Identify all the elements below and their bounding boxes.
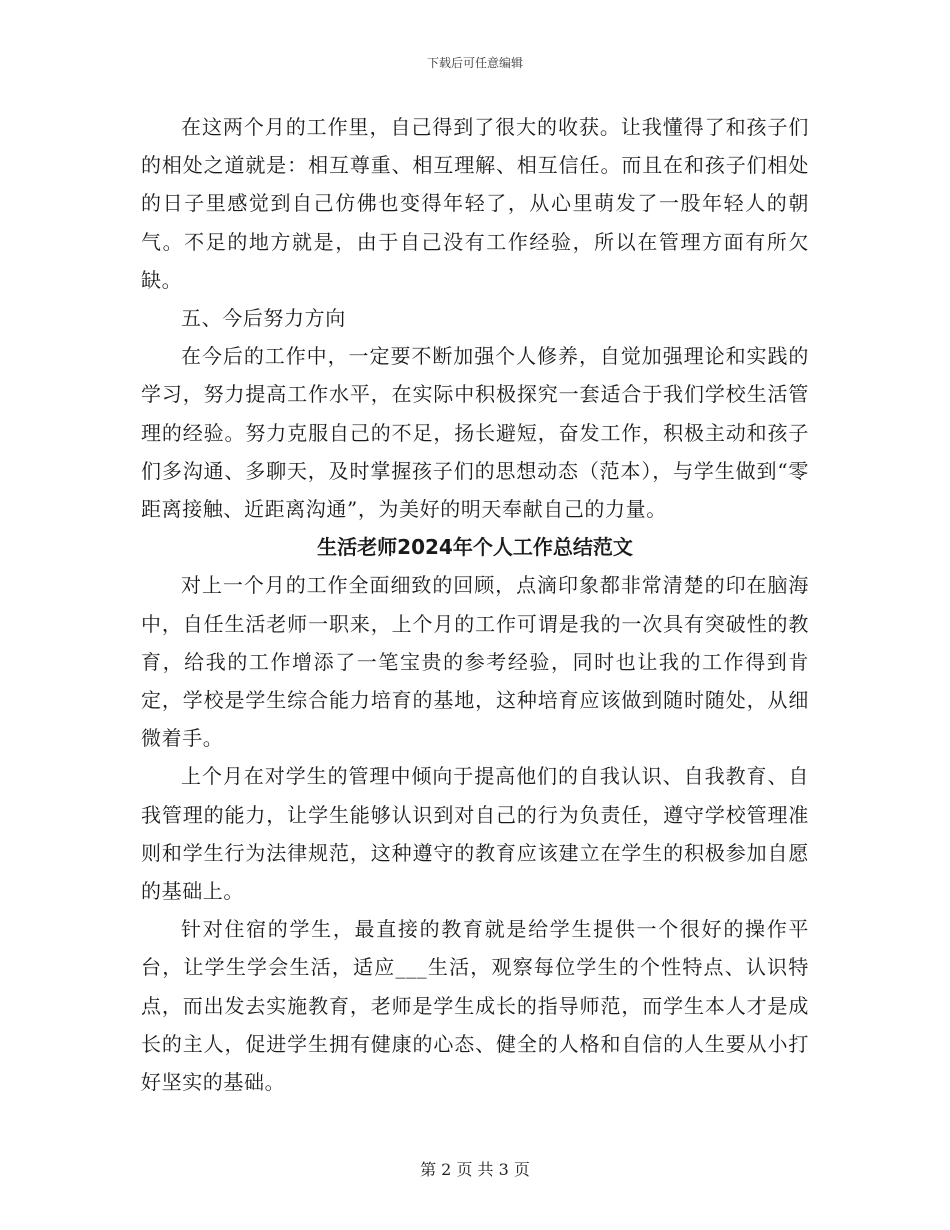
page-number: 第 2 页 共 3 页 [420,1160,530,1179]
document-body [141,108,809,1101]
section-heading-future-direction: 五、今后努力方向 [181,306,346,331]
paragraph-future-work: 在今后的工作中，一定要不断加强个人修养，自觉加强理论和实践的学习，努力提高工作水平，在实际中积极探究一套适合于我们学校生活管理的经验。努力克服自己的不足，扬长避短，奋发工作，积极主动和孩子们多沟通、多聊天，及时掌握孩子们的思想动态（范本），与学生做到“零距离接触、近距离沟通”，为美好的明天奉献自己的力量。 [141,344,809,522]
article-title: 生活老师2024年个人工作总结范文 [317,535,633,560]
paragraph-review: 对上一个月的工作全面细致的回顾，点滴印象都非常清楚的印在脑海中，自任生活老师一职来，上个月的工作可谓是我的一次具有突破性的教育，给我的工作增添了一笔宝贵的参考经验，同时也让我的工作得到肯定，学校是学生综合能力培育的基地，这种培育应该做到随时随处，从细微着手。 [141,573,809,751]
paragraph-gains: 在这两个月的工作里，自己得到了很大的收获。让我懂得了和孩子们的相处之道就是：相互尊重、相互理解、相互信任。而且在和孩子们相处的日子里感觉到自己仿佛也变得年轻了，从心里萌发了一股年轻人的朝气。不足的地方就是，由于自己没有工作经验，所以在管理方面有所欠缺。 [141,115,809,292]
paragraph-management: 上个月在对学生的管理中倾向于提高他们的自我认识、自我教育、自我管理的能力，让学生能够认识到对自己的行为负责任，遵守学校管理准则和学生行为法律规范，这种遵守的教育应该建立在学生的积极参加自愿的基础上。 [141,764,809,904]
paragraph-boarding: 针对住宿的学生，最直接的教育就是给学生提供一个很好的操作平台，让学生学会生活，适应___生活，观察每位学生的个性特点、认识特点，而出发去实施教育，老师是学生成长的指导师范，而学生本人才是成长的主人，促进学生拥有健康的心态、健全的人格和自信的人生要从小打好坚实的基础。 [141,917,809,1095]
page-header-note: 下载后可任意编辑 [426,56,523,70]
